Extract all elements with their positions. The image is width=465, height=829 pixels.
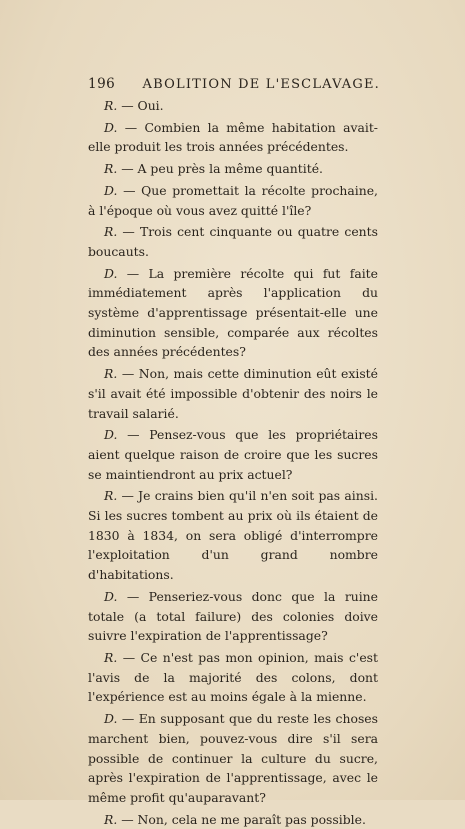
dialogue-text: — Je crains bien qu'il n'en soit pas ainsi. Si les sucres tombent au prix où ils étaient de 1830 à 1834, on sera obligé d'interrompre l'exploitation d'un grand nombre d'habitations. [88,488,378,583]
dialogue-text: — Ce n'est pas mon opinion, mais c'est l'avis de la majorité des colons, dont l'expérience est au moins égale à la mienne. [88,649,378,705]
dialogue-paragraph [88,159,378,179]
dialogue-text: — Penseriez-vous donc que la ruine totale ( [88,588,378,624]
speaker-label: D. [104,119,118,135]
dialogue-paragraph [88,425,378,484]
emphasis-text: a total failure [138,608,237,624]
dialogue-paragraph [88,709,378,808]
dialogue-paragraph [88,96,378,116]
dialogue-text: — Trois cent cinquante ou quatre cents boucauts. [88,224,378,259]
dialogue-paragraph [88,364,378,423]
speaker-label: D. [104,265,118,281]
speaker-label: R. [104,98,118,113]
dialogue-text: — A peu près la même quantité. [117,161,323,177]
dialogue-text: — Pensez-vous que les propriétaires aient quelque raison de croire que les sucres se maintiendront au prix actuel? [88,427,378,482]
speaker-label: R. [104,649,118,665]
dialogue-text-after: ) des colonies doive suivre l'expiration de l'apprentissage? [88,608,379,644]
speaker-label: D. [104,427,118,443]
page-number: 196 [88,76,116,92]
speaker-label: R. [104,161,118,177]
dialogue-paragraph [88,118,378,157]
speaker-label: R. [104,224,118,240]
speaker-label: R. [104,366,118,382]
dialogue-text: — La première récolte qui fut faite immédiatement après l'application du système d'apprentissage présentait-elle une diminution sensible, comparée aux récoltes des années précédentes? [88,265,378,360]
speaker-label: D. [104,182,118,198]
dialogue-paragraph [88,264,378,363]
dialogue-paragraph [88,587,378,646]
dialogue-text: — Oui. [117,98,164,113]
dialogue-text: — Combien la même habitation avait-elle produit les trois années précédentes. [88,119,378,155]
speaker-label: R. [104,488,118,504]
dialogue-paragraph [88,810,378,829]
dialogue-text: — Non, cela ne me paraît pas possible. [117,811,366,827]
page-header [88,76,380,92]
dialogue-paragraph [88,222,378,261]
dialogue-text: — En supposant que du reste les choses marchent bien, pouvez-vous dire s'il sera possible de continuer la culture du sucre, après l'expiration de l'apprentissage, avec le même profit qu'auparavant? [88,711,378,805]
speaker-label: D. [104,711,118,727]
dialogue-text: — Que promettait la récolte prochaine, à l'époque où vous avez quitté l'île? [88,182,378,218]
speaker-label: R. [104,811,118,827]
dialogue-paragraph [88,486,378,585]
dialogue-body [88,96,378,829]
dialogue-paragraph [88,181,378,220]
dialogue-paragraph [88,648,378,707]
speaker-label: D. [104,588,118,604]
running-title: ABOLITION DE L'ESCLAVAGE. [142,77,380,92]
dialogue-text: — Non, mais cette diminution eût existé s'il avait été impossible d'obtenir des noirs le travail salarié. [88,366,378,421]
